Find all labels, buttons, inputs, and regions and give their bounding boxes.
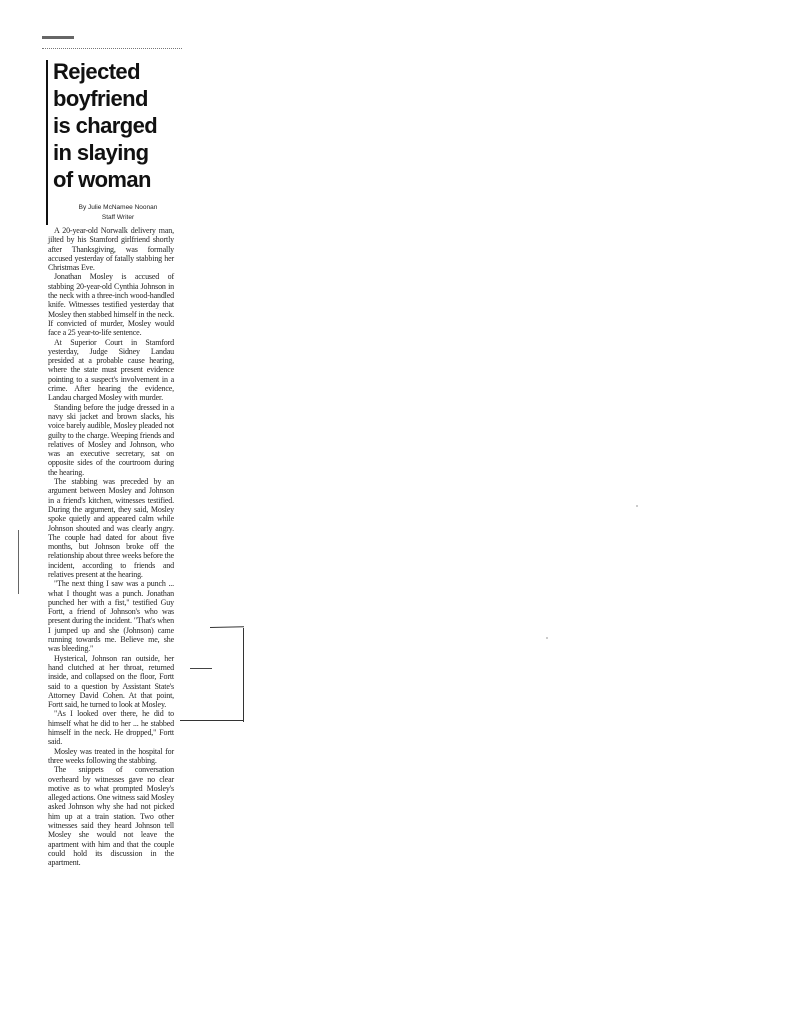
byline xyxy=(62,203,174,223)
bracket-bottom-stroke xyxy=(180,720,244,721)
scan-speck xyxy=(636,505,638,507)
byline-author: By Julie McNamee Noonan xyxy=(78,204,158,211)
bracket-side-stroke xyxy=(243,628,244,722)
article-paragraph: Standing before the judge dressed in a navy ski jacket and brown slacks, his voice barely audible, Mosley pleaded not guilty to the charge. Weeping friends and relatives of Mosley and Johnson, who was an executive secretary, sat on opposite sides of the courtroom during the hearing. xyxy=(48,402,174,477)
headline-line: of woman xyxy=(53,167,151,192)
article-paragraph: A 20-year-old Norwalk delivery man, jilted by his Stamford girlfriend shortly after Thanksgiving, was formally accused yesterday of fatally stabbing her Christmas Eve. xyxy=(48,226,174,273)
headline-line: boyfriend xyxy=(53,86,148,111)
article-paragraph: "The next thing I saw was a punch ... what I thought was a punch. Jonathan punched her with a fist," testified Guy Fortt, a friend of Johnson's who was present during the incident. "That's when I jumped up and she (Johnson) came running towards me. Believe me, she was bleeding." xyxy=(48,579,174,654)
byline-title: Staff Writer xyxy=(101,214,135,221)
article-paragraph: Jonathan Mosley is accused of stabbing 20-year-old Cynthia Johnson in the neck with a three-inch wood-handled knife. Witnesses testified yesterday that Mosley then stabbed himself in the neck. If convicted of murder, Mosley would face a 25 year-to-life sentence. xyxy=(48,272,174,338)
masthead-rule xyxy=(42,48,182,49)
masthead-smudge xyxy=(42,36,74,39)
article-paragraph: Mosley was treated in the hospital for three weeks following the stabbing. xyxy=(48,746,174,765)
headline-bar xyxy=(46,60,48,225)
article-paragraph: "As I looked over there, he did to himself what he did to her ... he stabbed himself in the neck. He dropped," Fortt said. xyxy=(48,709,174,747)
headline-line: in slaying xyxy=(53,140,149,165)
article-body xyxy=(48,226,174,867)
margin-pen-mark xyxy=(18,530,19,594)
headline-line: Rejected xyxy=(53,59,140,84)
newspaper-clipping xyxy=(42,36,184,1020)
quote-bracket-mark xyxy=(210,627,244,759)
article-paragraph: The snippets of conversation overheard by witnesses gave no clear motive as to what prompted Mosley's alleged actions. One witness said Mosley asked Johnson why she had not picked him up at a train station. Two other witnesses said they heard Johnson tell Mosley she would not leave the apartment with him and that the couple could hold its discussion in the apartment. xyxy=(48,765,174,868)
headline xyxy=(53,58,185,193)
article-paragraph: Hysterical, Johnson ran outside, her hand clutched at her throat, returned inside, and collapsed on the floor, Fortt said to a question by Assistant State's Attorney David Cohen. At that point, Fortt said, he turned to look at Mosley. xyxy=(48,653,174,710)
name-underline-mark xyxy=(190,668,212,669)
bracket-top-stroke xyxy=(210,626,244,628)
scan-speck xyxy=(546,637,548,639)
article-paragraph: At Superior Court in Stamford yesterday, Judge Sidney Landau presided at a probable cause hearing, where the state must present evidence pointing to a suspect's involvement in a crime. After hearing the evidence, Landau charged Mosley with murder. xyxy=(48,337,174,403)
article-paragraph: The stabbing was preceded by an argument between Mosley and Johnson in a friend's kitchen, witnesses testified. During the argument, they said, Mosley spoke quietly and appeared calm while Johnson shouted and was clearly angry. The couple had dated for about five months, but Johnson broke off the relationship about three weeks before the incident, according to friends and relatives present at the hearing. xyxy=(48,477,174,579)
headline-line: is charged xyxy=(53,113,158,138)
